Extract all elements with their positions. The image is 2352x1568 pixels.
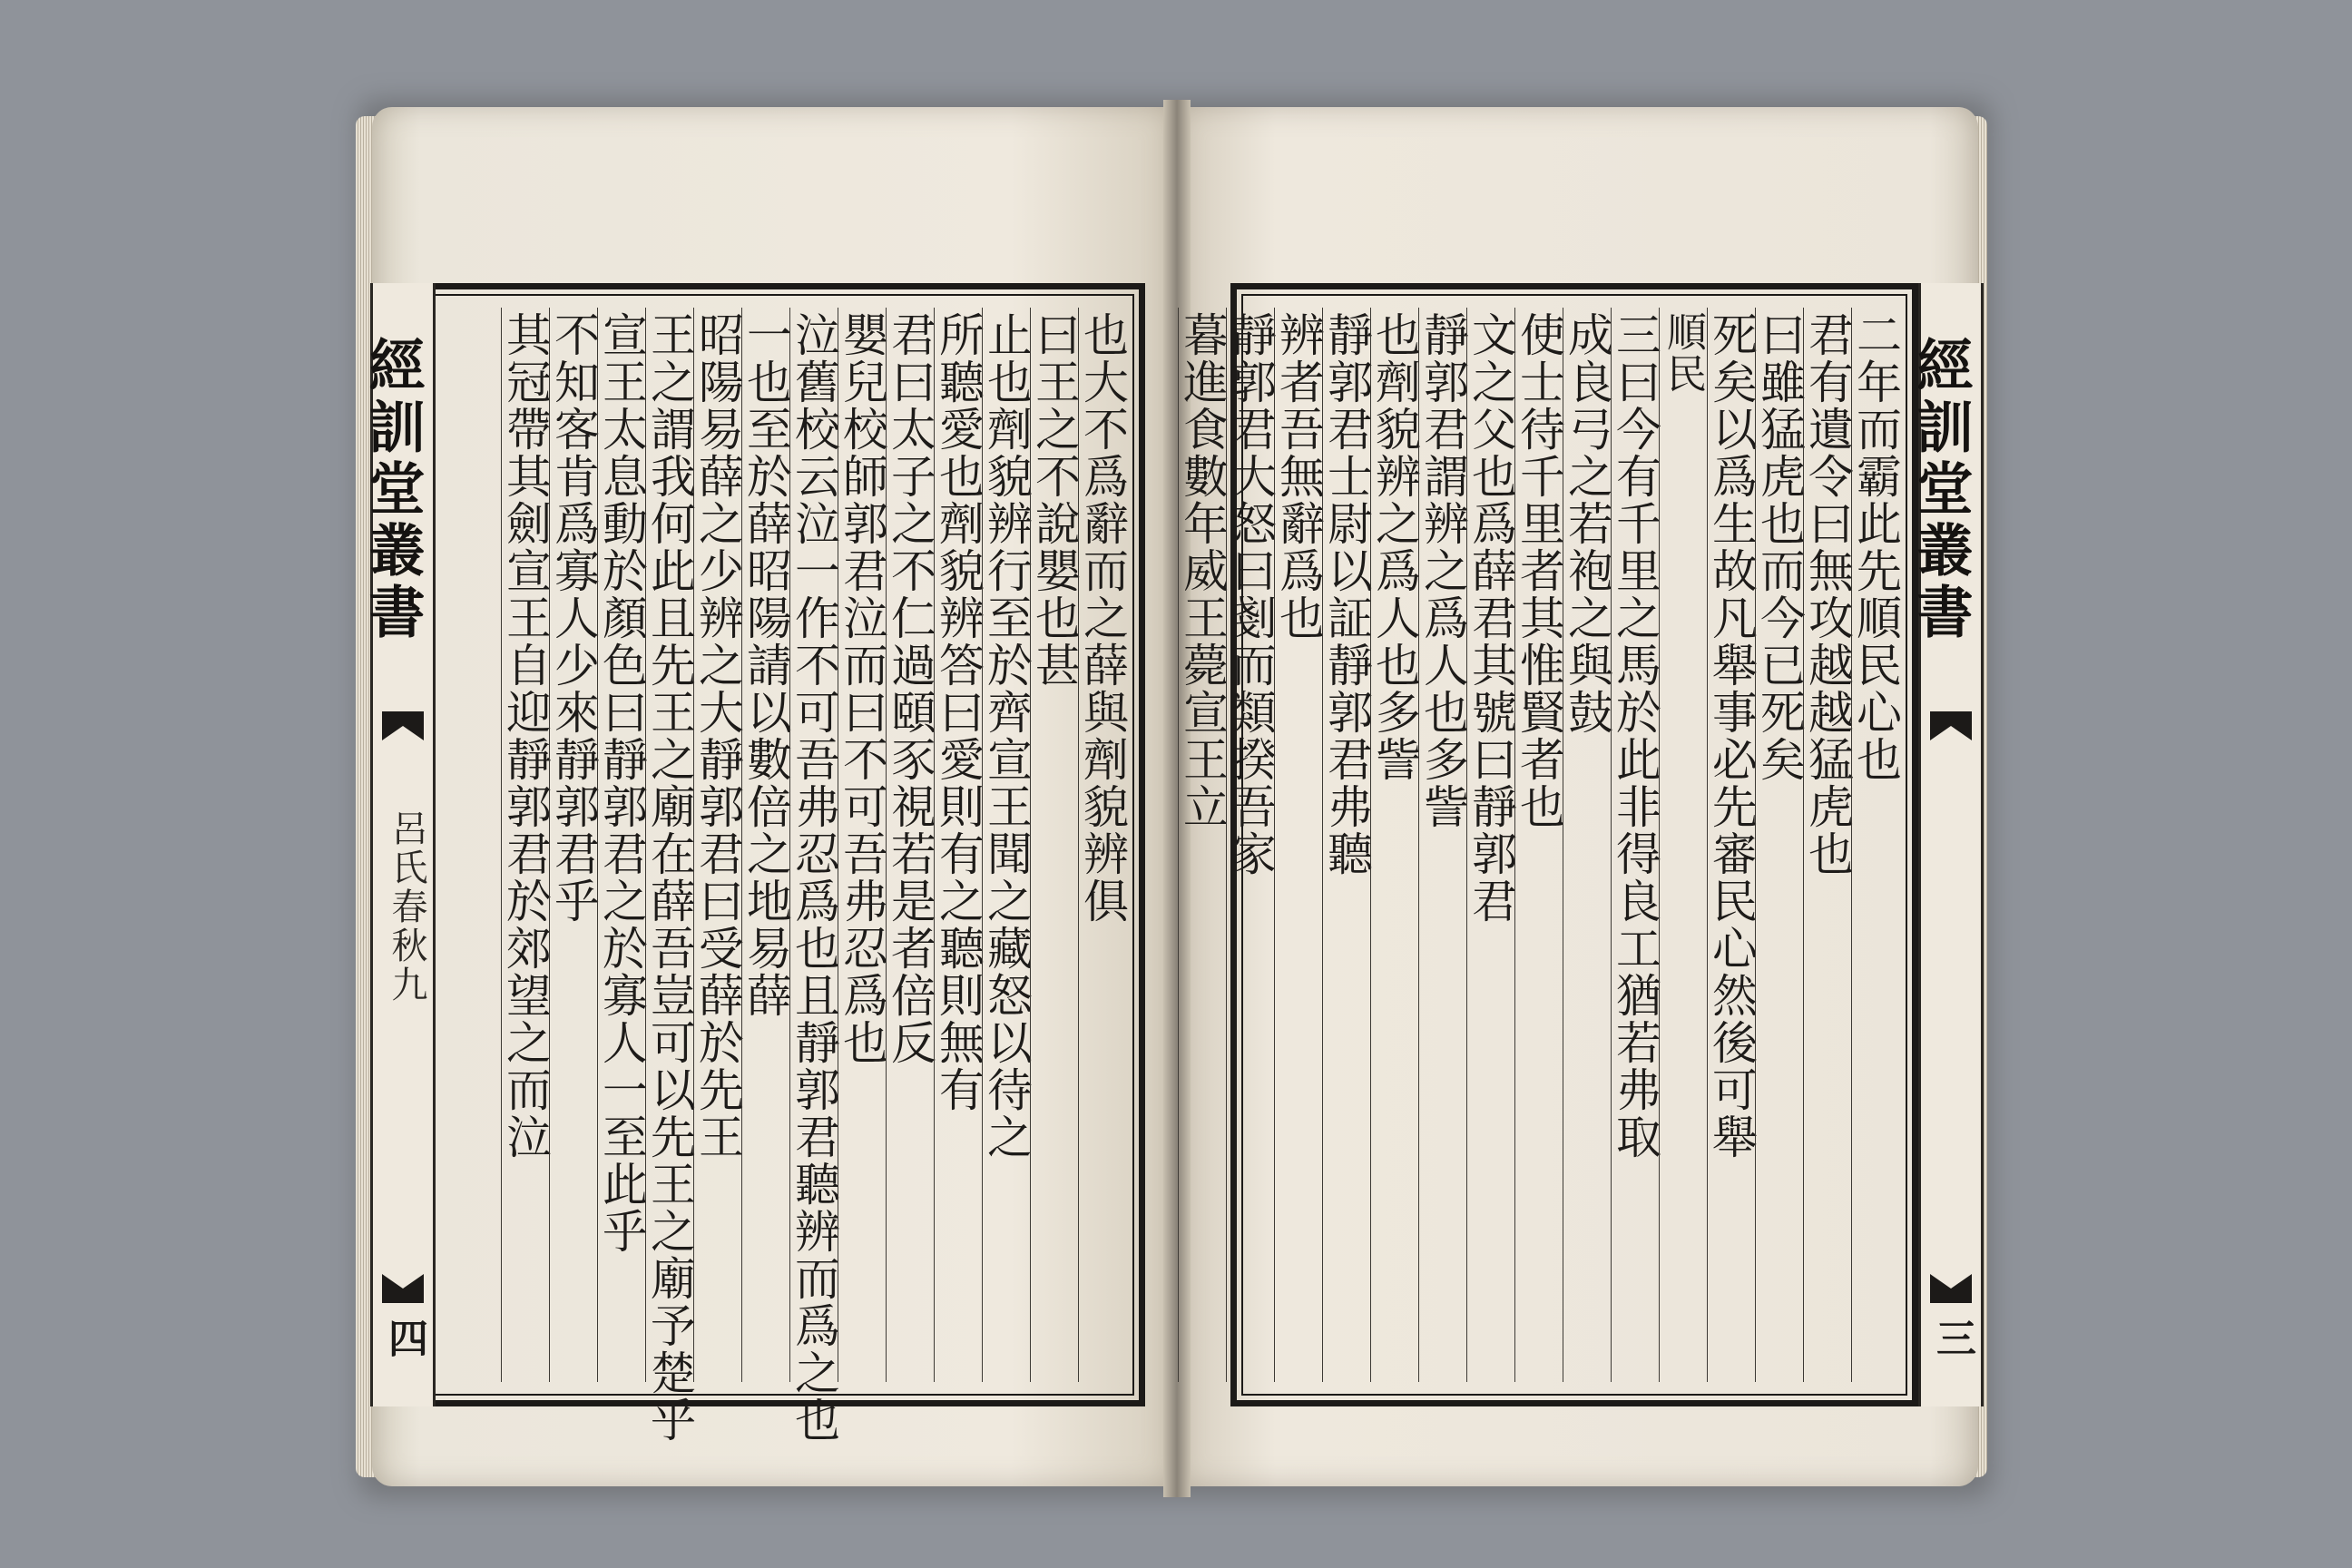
- right-text-frame: [1176, 283, 1918, 1406]
- left-page-number: 四: [381, 1318, 427, 1357]
- text-column: 一也至於薛昭陽請以數倍之地易薛: [741, 308, 789, 1382]
- text-column: 靜郭君士尉以証靜郭君弗聽: [1322, 308, 1370, 1382]
- text-column: 使士待千里者其惟賢者也: [1514, 308, 1563, 1382]
- text-column: 靜郭君大怒曰剗而類揆吾家: [1226, 308, 1274, 1382]
- right-text-columns: [1176, 308, 1902, 1382]
- text-column: 其冠帶其劍宣王自迎靜郭君於郊望之而泣: [501, 308, 549, 1382]
- left-series-title: 經訓堂叢書: [359, 336, 426, 644]
- fishtail-ornament-icon: [380, 1272, 426, 1305]
- text-column: 泣舊校云泣一作不可吾弗忍爲也且靜郭君聽辨而爲之也: [789, 308, 838, 1382]
- text-column: 三曰今有千里之馬於此非得良工猶若弗取: [1611, 308, 1659, 1382]
- text-column: 君曰太子之不仁過頤豕視若是者倍反: [886, 308, 934, 1382]
- text-column: 宣王太息動於顏色曰靜郭君之於寡人一至此乎: [597, 308, 645, 1382]
- text-column: 文之父也爲薛君其號曰靜郭君: [1466, 308, 1514, 1382]
- text-column: 嬰兒校師郭君泣而曰不可吾弗忍爲也: [838, 308, 886, 1382]
- right-page-number: 三: [1929, 1318, 1975, 1357]
- text-column: 辨者吾無辭爲也: [1274, 308, 1322, 1382]
- left-center-band: [359, 283, 436, 1406]
- text-column: 不知客肯爲寡人少來靜郭君乎: [549, 308, 597, 1382]
- text-column: 昭陽易薛之少辨之大靜郭君曰受薛於先王: [693, 308, 741, 1382]
- left-text-columns: [418, 308, 1129, 1444]
- text-column: 也劑貌辨之爲人也多訾: [1370, 308, 1418, 1382]
- text-column: 也大不爲辭而之薛與劑貌辨俱: [1078, 308, 1126, 1382]
- fishtail-ornament-icon: [1928, 1272, 1974, 1305]
- text-column: 王之謂我何此且先王之廟在薛吾豈可以先王之廟予楚乎: [645, 308, 693, 1382]
- right-series-title: 經訓堂叢書: [1907, 336, 1974, 644]
- text-column: 靜郭君謂辨之爲人也多訾: [1418, 308, 1466, 1382]
- text-column: 止也劑貌辨行至於齊宣王聞之藏怒以待之: [982, 308, 1030, 1382]
- text-column: 順民: [1659, 308, 1707, 1382]
- fishtail-ornament-icon: [380, 710, 426, 742]
- text-column: 死矣以爲生故凡舉事必先審民心然後可舉: [1707, 308, 1755, 1382]
- fishtail-ornament-icon: [1928, 710, 1974, 742]
- left-text-frame: [399, 283, 1145, 1444]
- text-column: 暮進食數年威王薨宣王立: [1178, 308, 1226, 1382]
- text-column: 成良弓之若袍之與鼓: [1563, 308, 1611, 1382]
- text-column: 君有遺令曰無攻越越猛虎也: [1803, 308, 1851, 1382]
- text-column: 所聽愛也劑貌辨答曰愛則有之聽則無有: [934, 308, 982, 1382]
- text-column: 二年而霸此先順民心也: [1851, 308, 1899, 1382]
- right-center-band: [1907, 283, 1984, 1406]
- text-column: 曰雖猛虎也而今已死矣: [1755, 308, 1803, 1382]
- text-column: 曰王之不說嬰也甚: [1030, 308, 1078, 1382]
- left-section-title: 呂氏春秋九: [386, 809, 427, 1004]
